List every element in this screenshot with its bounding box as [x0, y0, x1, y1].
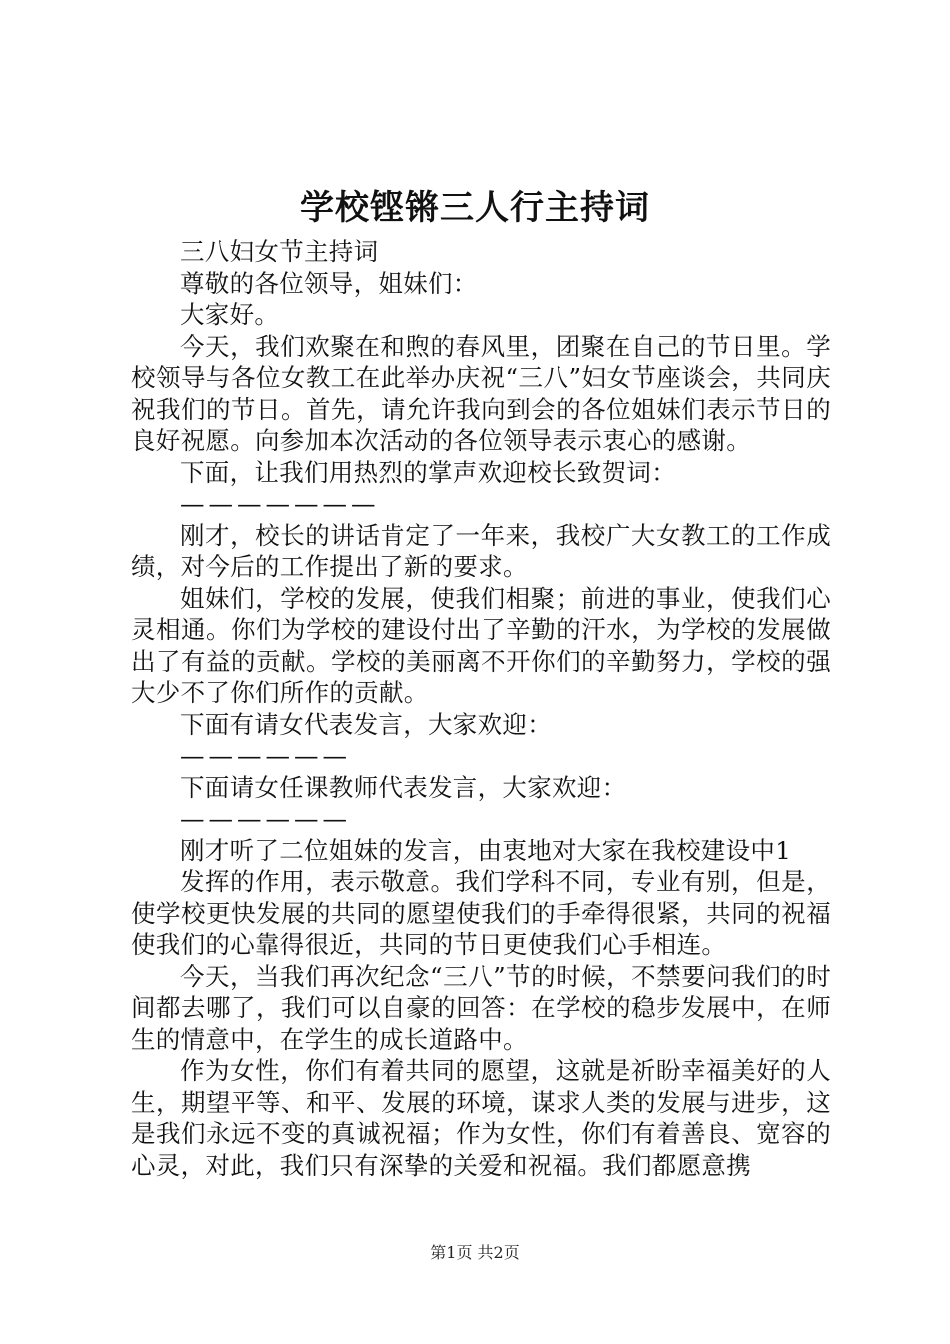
- paragraph-dash-2: ——————: [180, 741, 351, 770]
- paragraph-salutation: 尊敬的各位领导，姐妹们：: [180, 268, 478, 298]
- paragraph-today: 今天，当我们再次纪念“三八”节的时候，不禁要问我们的时间都去哪了，我们可以自豪的回答：在学校的稳步发展中，在师生的情意中，在学生的成长道路中。: [131, 961, 831, 1054]
- paragraph-dash-3: ——————: [180, 804, 351, 833]
- paragraph-women: 作为女性，你们有着共同的愿望，这就是祈盼幸福美好的人生，期望平等、和平、发展的环境，谋求人类的发展与进步，这是我们永远不变的真诚祝福；作为女性，你们有着善良、宽容的心灵，对此，我们只有深挚的关爱和祝福。我们都愿意携: [131, 1056, 831, 1180]
- document-title: 学校铿锵三人行主持词: [300, 188, 650, 228]
- paragraph-opening: 今天，我们欢聚在和煦的春风里，团聚在自己的节日里。学校领导与各位女教工在此举办庆祝“三八”妇女节座谈会，共同庆祝我们的节日。首先，请允许我向到会的各位姐妹们表示节日的良好祝愿。向参加本次活动的各位领导表示衷心的感谢。: [131, 331, 831, 455]
- paragraph-dash-1: ———————: [180, 489, 380, 518]
- paragraph-principal-intro: 下面，让我们用热烈的掌声欢迎校长致贺词：: [180, 457, 676, 487]
- paragraph-greeting: 大家好。: [180, 300, 280, 329]
- paragraph-principal-summary: 刚才，校长的讲话肯定了一年来，我校广大女教工的工作成绩，对今后的工作提出了新的要求。: [131, 520, 831, 581]
- paragraph-teacher-intro: 下面请女任课教师代表发言，大家欢迎：: [180, 772, 627, 802]
- document-body: [131, 236, 831, 1181]
- paragraph-respect: 发挥的作用，表示敬意。我们学科不同，专业有别，但是，使学校更快发展的共同的愿望使我们的手牵得很紧，共同的祝福使我们的心靠得很近，共同的节日更使我们心手相连。: [131, 867, 831, 959]
- paragraph-rep-intro: 下面有请女代表发言，大家欢迎：: [180, 709, 552, 739]
- paragraph-heading: 三八妇女节主持词: [180, 237, 379, 266]
- paragraph-thanks: 刚才听了二位姐妹的发言，由衷地对大家在我校建设中1: [180, 835, 792, 865]
- page-footer: 第1页 共2页: [430, 1243, 520, 1262]
- paragraph-sisters: 姐妹们，学校的发展，使我们相聚；前进的事业，使我们心灵相通。你们为学校的建设付出了辛勤的汗水，为学校的发展做出了有益的贡献。学校的美丽离不开你们的辛勤努力，学校的强大少不了你们所作的贡献。: [131, 583, 831, 707]
